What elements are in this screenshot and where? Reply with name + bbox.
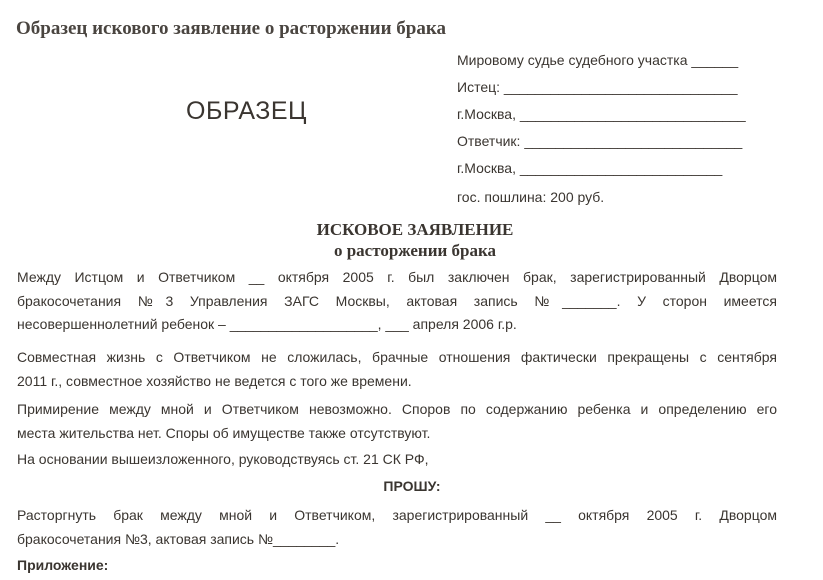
paragraph-reconciliation: [17, 398, 777, 445]
defendant-line: Ответчик: ____________________________: [457, 133, 743, 149]
paragraph-line: места жительства нет. Споры об имуществе также отсутствуют.: [17, 424, 431, 441]
document-heading: ИСКОВОЕ ЗАЯВЛЕНИЕ: [316, 220, 514, 239]
paragraph-line: несовершеннолетний ребенок – ___________________, ___ апреля 2006 г.р.: [17, 316, 517, 332]
page-title: Образец искового заявление о расторжении брака: [16, 18, 447, 39]
defendant-city-line: г.Москва, __________________________: [457, 160, 723, 176]
paragraph-legal-basis: На основании вышеизложенного, руководствуясь ст. 21 СК РФ,: [17, 451, 429, 467]
paragraph-marriage: [17, 266, 777, 337]
paragraph-line: бракосочетания №3, актовая запись №________.: [17, 530, 340, 547]
paragraph-request: [17, 504, 777, 551]
request-heading: ПРОШУ:: [383, 478, 441, 494]
paragraph-line: Между Истцом и Ответчиком __ октября 2005 г. был заключен брак, зарегистрированный Дворцом: [17, 269, 777, 285]
paragraph-line: 2011 г., совместное хозяйство не ведется с того же времени.: [17, 372, 412, 389]
paragraph-line: Совместная жизнь с Ответчиком не сложилась, брачные отношения фактически прекращены с сентября: [17, 349, 777, 365]
paragraph-line: Расторгнуть брак между мной и Ответчиком, зарегистрированный __ октября 2005 г. Дворцом: [17, 507, 777, 523]
plaintiff-city-line: г.Москва, _____________________________: [457, 106, 746, 122]
appendix-heading: Приложение:: [17, 557, 109, 573]
document-subheading: о расторжении брака: [333, 241, 497, 260]
paragraph-line: бракосочетания №3 Управления ЗАГС Москвы, актовая запись №_______. У сторон имеется: [17, 292, 777, 309]
plaintiff-line: Истец: ______________________________: [457, 79, 738, 95]
paragraph-cohabitation: [17, 346, 777, 393]
court-address-line: Мировому судье судебного участка ______: [457, 52, 739, 68]
state-fee-line: гос. пошлина: 200 руб.: [457, 189, 605, 205]
paragraph-line: Примирение между мной и Ответчиком невозможно. Споров по содержанию ребенка и определению его: [17, 401, 777, 417]
sample-stamp: ОБРАЗЕЦ: [186, 97, 308, 125]
